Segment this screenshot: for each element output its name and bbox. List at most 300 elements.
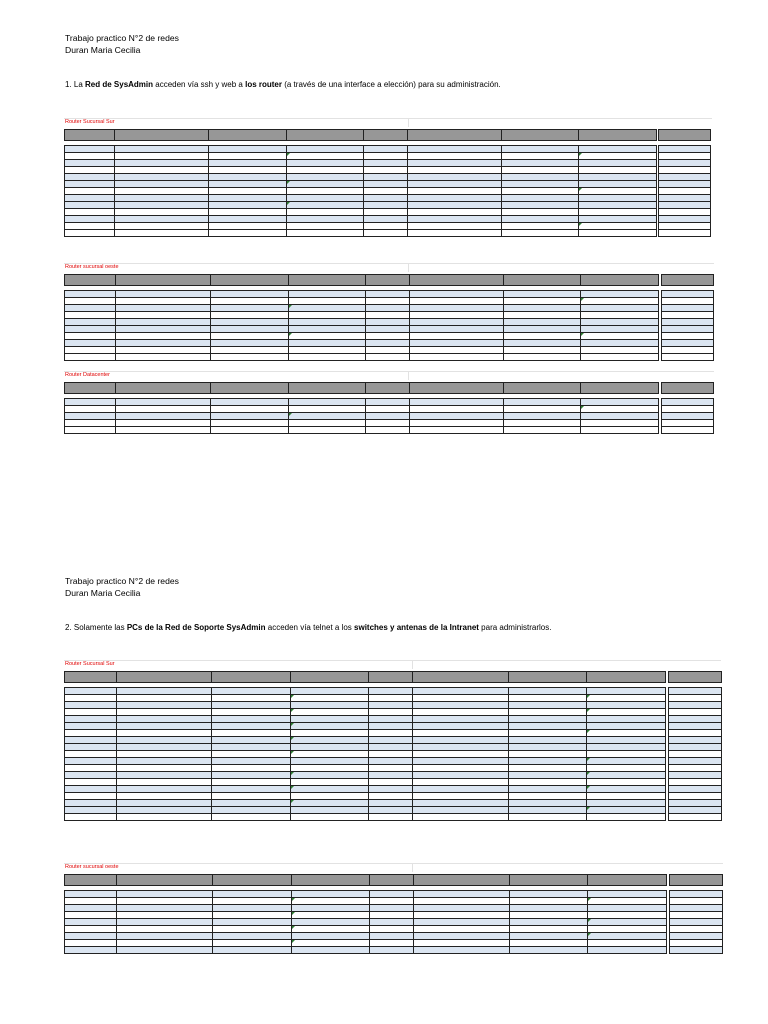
table-cell xyxy=(502,195,579,202)
table-cell xyxy=(364,195,408,202)
table-cell xyxy=(587,737,666,744)
table-cell xyxy=(659,209,711,216)
table-cell xyxy=(413,709,509,716)
header-cell xyxy=(65,130,115,141)
table-cell xyxy=(212,709,291,716)
table-cell xyxy=(662,340,714,347)
table-cell xyxy=(510,926,588,933)
table-cell xyxy=(211,427,289,434)
table-cell xyxy=(115,181,209,188)
header-cell xyxy=(509,672,587,683)
table-cell xyxy=(289,340,366,347)
page2-header xyxy=(65,575,179,599)
table-row xyxy=(65,326,714,333)
table-cell xyxy=(65,905,117,912)
table-cell xyxy=(413,688,509,695)
table-cell xyxy=(410,298,504,305)
table-cell xyxy=(369,695,413,702)
table-cell xyxy=(579,181,657,188)
table-cell xyxy=(414,905,510,912)
table-cell xyxy=(588,940,667,947)
table-cell xyxy=(509,716,587,723)
table-cell xyxy=(659,195,711,202)
table-cell xyxy=(662,305,714,312)
header-cell xyxy=(369,672,413,683)
table-row xyxy=(65,800,722,807)
table-cell xyxy=(579,209,657,216)
table-cell xyxy=(65,709,117,716)
table-row xyxy=(65,160,711,167)
sheet-router-sucursal-oeste xyxy=(64,263,714,365)
table-cell xyxy=(370,891,414,898)
table-cell xyxy=(581,305,659,312)
table-cell xyxy=(413,772,509,779)
table-cell xyxy=(117,814,212,821)
table-cell xyxy=(291,772,369,779)
table-row xyxy=(65,898,723,905)
table-cell xyxy=(510,912,588,919)
table-cell xyxy=(209,223,287,230)
question-emphasis: switches y antenas de la Intranet xyxy=(354,623,479,632)
table-cell xyxy=(579,146,657,153)
table-row xyxy=(65,305,714,312)
sheet-router-sucursal-sur-2 xyxy=(64,660,721,856)
table-row xyxy=(65,399,714,406)
table-cell xyxy=(292,912,370,919)
table-cell xyxy=(212,730,291,737)
table-cell xyxy=(408,188,502,195)
header-cell xyxy=(588,875,667,886)
table-cell xyxy=(291,709,369,716)
table-cell xyxy=(213,905,292,912)
table-cell xyxy=(410,354,504,361)
table-cell xyxy=(366,291,410,298)
table-row xyxy=(65,765,722,772)
table-cell xyxy=(662,319,714,326)
table-row xyxy=(65,716,722,723)
table-cell xyxy=(588,919,667,926)
table-cell xyxy=(65,223,115,230)
header-cell xyxy=(287,130,364,141)
table-cell xyxy=(509,772,587,779)
table-cell xyxy=(670,912,723,919)
table-cell xyxy=(659,174,711,181)
table-cell xyxy=(659,160,711,167)
table-cell xyxy=(117,688,212,695)
table-cell xyxy=(659,202,711,209)
table-cell xyxy=(211,298,289,305)
table-cell xyxy=(579,153,657,160)
table-cell xyxy=(117,716,212,723)
table-cell xyxy=(209,146,287,153)
config-table xyxy=(64,382,714,434)
table-cell xyxy=(670,926,723,933)
table-row xyxy=(65,709,722,716)
table-cell xyxy=(287,230,364,237)
table-cell xyxy=(116,340,211,347)
table-cell xyxy=(65,319,116,326)
header-cell xyxy=(413,672,509,683)
table-cell xyxy=(65,716,117,723)
table-cell xyxy=(669,772,722,779)
table-cell xyxy=(115,216,209,223)
table-cell xyxy=(287,202,364,209)
header-cell xyxy=(291,672,369,683)
table-cell xyxy=(369,744,413,751)
table-cell xyxy=(211,291,289,298)
question-emphasis: PCs de la Red de Soporte SysAdmin xyxy=(126,623,266,632)
table-cell xyxy=(414,947,510,954)
table-cell xyxy=(366,326,410,333)
table-cell xyxy=(370,947,414,954)
header-cell xyxy=(581,383,659,394)
table-cell xyxy=(369,737,413,744)
table-cell xyxy=(289,347,366,354)
table-cell xyxy=(509,793,587,800)
table-cell xyxy=(212,695,291,702)
table-cell xyxy=(366,319,410,326)
table-cell xyxy=(504,420,581,427)
table-cell xyxy=(287,160,364,167)
table-cell xyxy=(65,167,115,174)
table-cell xyxy=(209,181,287,188)
table-cell xyxy=(410,333,504,340)
table-cell xyxy=(370,905,414,912)
table-row xyxy=(65,188,711,195)
table-row xyxy=(65,947,723,954)
table-cell xyxy=(659,188,711,195)
table-cell xyxy=(287,209,364,216)
table-cell xyxy=(413,765,509,772)
header-cell xyxy=(211,275,289,286)
table-cell xyxy=(414,926,510,933)
table-cell xyxy=(289,291,366,298)
table-cell xyxy=(289,333,366,340)
table-cell xyxy=(408,174,502,181)
table-cell xyxy=(413,723,509,730)
table-cell xyxy=(291,779,369,786)
table-cell xyxy=(587,758,666,765)
question-number: 2. xyxy=(65,623,72,632)
table-cell xyxy=(65,940,117,947)
header-cell xyxy=(116,275,211,286)
table-cell xyxy=(289,319,366,326)
table-cell xyxy=(504,298,581,305)
question-text: para administrarlos. xyxy=(478,623,552,632)
table-row xyxy=(65,695,722,702)
table-cell xyxy=(291,695,369,702)
table-cell xyxy=(65,188,115,195)
table-cell xyxy=(588,912,667,919)
table-cell xyxy=(291,737,369,744)
table-row xyxy=(65,354,714,361)
table-cell xyxy=(510,898,588,905)
table-cell xyxy=(659,230,711,237)
table-cell xyxy=(581,333,659,340)
table-cell xyxy=(65,744,117,751)
table-row xyxy=(65,319,714,326)
table-cell xyxy=(65,723,117,730)
table-cell xyxy=(292,940,370,947)
table-cell xyxy=(410,326,504,333)
table-cell xyxy=(65,793,117,800)
table-header-row xyxy=(65,875,723,886)
table-header-row xyxy=(65,275,714,286)
table-row xyxy=(65,786,722,793)
table-cell xyxy=(510,940,588,947)
table-row xyxy=(65,744,722,751)
table-cell xyxy=(370,933,414,940)
table-cell xyxy=(115,160,209,167)
table-cell xyxy=(65,800,117,807)
table-cell xyxy=(510,891,588,898)
table-cell xyxy=(410,413,504,420)
table-cell xyxy=(292,947,370,954)
header-cell xyxy=(502,130,579,141)
table-cell xyxy=(366,406,410,413)
table-cell xyxy=(65,688,117,695)
table-cell xyxy=(212,807,291,814)
table-cell xyxy=(65,751,117,758)
table-cell xyxy=(117,807,212,814)
table-cell xyxy=(211,319,289,326)
table-cell xyxy=(65,947,117,954)
table-cell xyxy=(581,427,659,434)
table-cell xyxy=(65,807,117,814)
table-cell xyxy=(510,905,588,912)
table-cell xyxy=(65,312,116,319)
table-cell xyxy=(408,153,502,160)
document-title: Trabajo practico N°2 de redes xyxy=(65,576,179,586)
table-cell xyxy=(116,413,211,420)
table-cell xyxy=(366,305,410,312)
table-cell xyxy=(369,716,413,723)
table-row xyxy=(65,174,711,181)
sheet-border xyxy=(64,263,714,264)
table-cell xyxy=(581,347,659,354)
table-cell xyxy=(291,814,369,821)
table-cell xyxy=(212,723,291,730)
table-cell xyxy=(291,758,369,765)
table-row xyxy=(65,905,723,912)
table-cell xyxy=(209,202,287,209)
table-row xyxy=(65,702,722,709)
table-cell xyxy=(209,216,287,223)
table-cell xyxy=(581,312,659,319)
table-row xyxy=(65,912,723,919)
table-cell xyxy=(669,800,722,807)
table-title: Router sucursal oeste xyxy=(65,264,119,270)
table-cell xyxy=(587,730,666,737)
table-cell xyxy=(369,709,413,716)
table-cell xyxy=(669,702,722,709)
table-cell xyxy=(209,230,287,237)
table-cell xyxy=(587,772,666,779)
table-cell xyxy=(65,898,117,905)
table-cell xyxy=(289,406,366,413)
table-cell xyxy=(502,188,579,195)
table-cell xyxy=(588,898,667,905)
table-cell xyxy=(117,786,212,793)
header-cell xyxy=(292,875,370,886)
header-cell xyxy=(669,672,722,683)
table-cell xyxy=(116,319,211,326)
table-cell xyxy=(291,702,369,709)
table-row xyxy=(65,195,711,202)
table-cell xyxy=(587,751,666,758)
table-cell xyxy=(292,891,370,898)
table-cell xyxy=(117,940,213,947)
table-cell xyxy=(289,326,366,333)
sheet-border xyxy=(64,863,723,864)
table-cell xyxy=(65,891,117,898)
table-cell xyxy=(670,940,723,947)
table-cell xyxy=(509,751,587,758)
table-header-row xyxy=(65,672,722,683)
table-cell xyxy=(116,333,211,340)
table-cell xyxy=(659,153,711,160)
table-cell xyxy=(579,230,657,237)
table-cell xyxy=(291,744,369,751)
table-cell xyxy=(366,312,410,319)
table-cell xyxy=(410,347,504,354)
table-cell xyxy=(413,807,509,814)
table-cell xyxy=(209,153,287,160)
table-cell xyxy=(115,146,209,153)
table-cell xyxy=(211,326,289,333)
table-row xyxy=(65,926,723,933)
header-cell xyxy=(410,275,504,286)
table-cell xyxy=(587,800,666,807)
table-cell xyxy=(509,695,587,702)
table-cell xyxy=(414,898,510,905)
table-cell xyxy=(289,413,366,420)
table-row xyxy=(65,291,714,298)
table-cell xyxy=(209,174,287,181)
table-title: Router sucursal oeste xyxy=(65,864,119,870)
table-cell xyxy=(504,319,581,326)
table-cell xyxy=(369,758,413,765)
table-cell xyxy=(579,160,657,167)
table-cell xyxy=(370,926,414,933)
table-cell xyxy=(410,427,504,434)
table-cell xyxy=(410,291,504,298)
question-text: (a través de una interface a elección) para su administración. xyxy=(282,80,501,89)
table-cell xyxy=(65,216,115,223)
table-cell xyxy=(587,702,666,709)
table-row xyxy=(65,230,711,237)
table-cell xyxy=(579,188,657,195)
table-cell xyxy=(212,737,291,744)
header-cell xyxy=(504,383,581,394)
table-cell xyxy=(509,786,587,793)
table-cell xyxy=(670,919,723,926)
table-cell xyxy=(581,340,659,347)
table-cell xyxy=(369,765,413,772)
question-text: Solamente las xyxy=(71,623,127,632)
table-cell xyxy=(287,167,364,174)
table-cell xyxy=(369,793,413,800)
table-cell xyxy=(115,174,209,181)
table-cell xyxy=(287,188,364,195)
table-cell xyxy=(662,326,714,333)
table-cell xyxy=(65,786,117,793)
table-cell xyxy=(116,399,211,406)
table-cell xyxy=(669,807,722,814)
table-row xyxy=(65,933,723,940)
page1-header xyxy=(65,32,179,56)
table-cell xyxy=(408,223,502,230)
table-cell xyxy=(65,695,117,702)
table-cell xyxy=(662,413,714,420)
table-cell xyxy=(408,209,502,216)
table-cell xyxy=(116,427,211,434)
table-cell xyxy=(115,153,209,160)
table-cell xyxy=(504,291,581,298)
question-number: 1. xyxy=(65,80,72,89)
table-cell xyxy=(116,406,211,413)
config-table xyxy=(64,274,714,361)
table-cell xyxy=(366,340,410,347)
table-cell xyxy=(581,413,659,420)
table-cell xyxy=(662,291,714,298)
table-cell xyxy=(289,427,366,434)
table-cell xyxy=(65,354,116,361)
table-row xyxy=(65,413,714,420)
table-cell xyxy=(366,347,410,354)
table-row xyxy=(65,209,711,216)
table-cell xyxy=(212,779,291,786)
table-cell xyxy=(211,305,289,312)
table-cell xyxy=(117,947,213,954)
table-cell xyxy=(504,347,581,354)
header-cell xyxy=(579,130,657,141)
header-cell xyxy=(65,875,117,886)
question-1 xyxy=(65,80,501,89)
table-cell xyxy=(364,160,408,167)
table-cell xyxy=(587,807,666,814)
table-cell xyxy=(364,223,408,230)
table-cell xyxy=(211,312,289,319)
table-cell xyxy=(504,312,581,319)
table-cell xyxy=(117,709,212,716)
table-cell xyxy=(292,919,370,926)
table-cell xyxy=(366,427,410,434)
table-cell xyxy=(115,230,209,237)
table-cell xyxy=(117,891,213,898)
table-cell xyxy=(65,758,117,765)
config-table xyxy=(64,671,722,821)
table-cell xyxy=(366,413,410,420)
question-text: acceden vía ssh y web a xyxy=(153,80,246,89)
table-cell xyxy=(212,793,291,800)
table-cell xyxy=(212,758,291,765)
table-cell xyxy=(116,312,211,319)
table-cell xyxy=(504,399,581,406)
table-row xyxy=(65,153,711,160)
table-cell xyxy=(581,354,659,361)
table-cell xyxy=(413,695,509,702)
table-cell xyxy=(117,723,212,730)
table-cell xyxy=(364,153,408,160)
table-cell xyxy=(364,181,408,188)
table-cell xyxy=(117,905,213,912)
table-cell xyxy=(116,326,211,333)
table-cell xyxy=(117,695,212,702)
table-row xyxy=(65,723,722,730)
table-cell xyxy=(213,919,292,926)
table-cell xyxy=(669,716,722,723)
